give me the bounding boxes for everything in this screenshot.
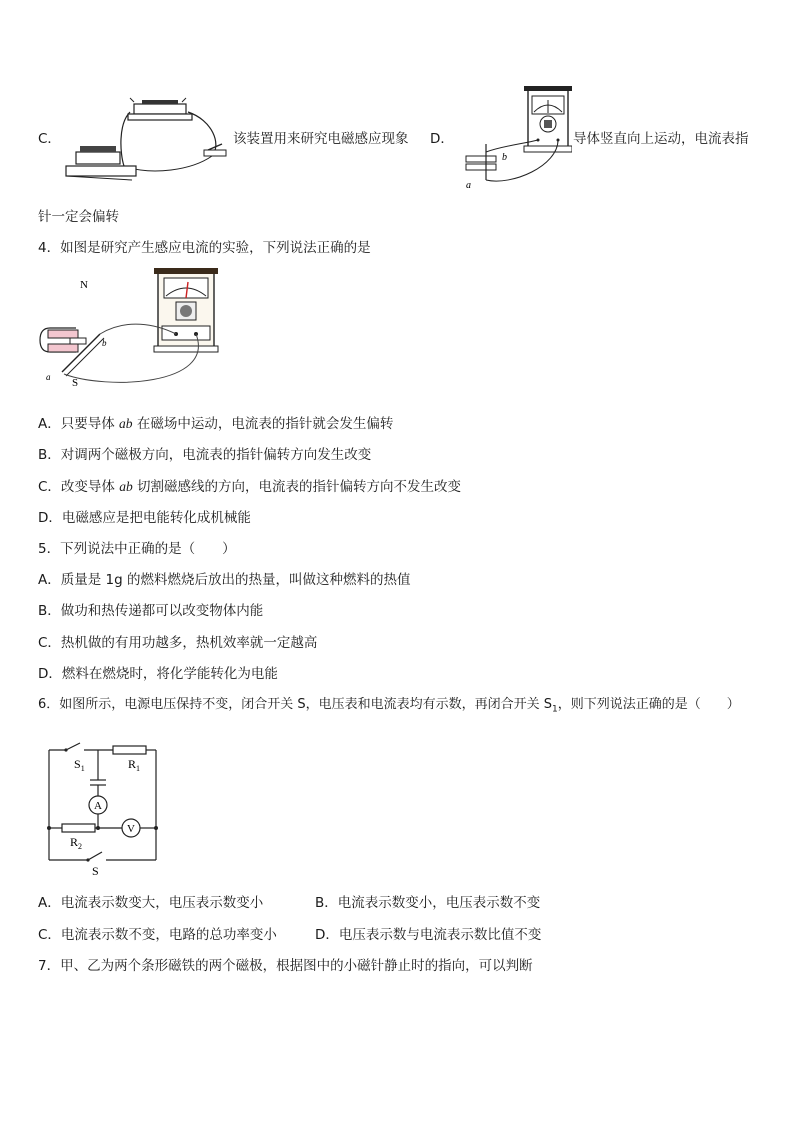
q6-option-c: C．电流表示数不变，电路的总功率变小 — [38, 927, 277, 943]
q6-s-label: S — [92, 864, 99, 878]
q4-fig-b-label: b — [102, 338, 107, 348]
q6-option-d: D．电压表示数与电流表示数比值不变 — [315, 927, 542, 943]
q3-option-d-figure — [462, 86, 572, 194]
q7-stem: 7．甲、乙为两个条形磁铁的两个磁极，根据图中的小磁针静止时的指向，可以判断 — [38, 958, 533, 974]
q4-fig-a-label: a — [46, 372, 51, 382]
q4-option-c: C．改变导体 ab 切割磁感线的方向，电流表的指针偏转方向不发生改变 — [38, 479, 462, 495]
q5-stem: 5．下列说法中正确的是（ ） — [38, 541, 236, 557]
q5-option-b: B．做功和热传递都可以改变物体内能 — [38, 603, 264, 619]
q4-option-b: B．对调两个磁极方向，电流表的指针偏转方向发生改变 — [38, 447, 372, 463]
q6-ammeter-label: A — [94, 800, 102, 812]
q4-fig-n-label: N — [80, 279, 88, 291]
q4-fig-s-label: S — [72, 377, 79, 389]
q3-option-d-continuation: 针一定会偏转 — [38, 209, 119, 225]
q3-option-d-label: D． — [430, 131, 454, 147]
q4-figure — [36, 268, 222, 394]
q3-option-c-figure — [62, 94, 232, 186]
q5-option-d: D．燃料在燃烧时，将化学能转化为电能 — [38, 666, 278, 682]
q6-r2-label: $R_2$ — [70, 835, 83, 851]
q6-r1-label: $R_1$ — [128, 757, 141, 773]
q3-option-c-text: 该装置用来研究电磁感应现象 — [233, 131, 409, 147]
q3-option-d-text: 导体竖直向上运动，电流表指 — [573, 131, 749, 147]
q6-option-a: A．电流表示数变大，电压表示数变小 — [38, 895, 264, 911]
q5-option-c: C．热机做的有用功越多，热机效率就一定越高 — [38, 635, 318, 651]
q5-option-a: A．质量是 1g 的燃料燃烧后放出的热量，叫做这种燃料的热值 — [38, 572, 411, 588]
q6-option-b: B．电流表示数变小，电压表示数不变 — [315, 895, 541, 911]
q3-option-c-label: C． — [38, 131, 61, 147]
q4-option-d: D．电磁感应是把电能转化成机械能 — [38, 510, 251, 526]
q4-option-a: A．只要导体 ab 在磁场中运动，电流表的指针就会发生偏转 — [38, 416, 394, 432]
q4-stem: 4．如图是研究产生感应电流的实验，下列说法正确的是 — [38, 240, 371, 256]
q6-circuit-diagram — [40, 740, 166, 880]
q6-s1-label: $S_1$ — [74, 757, 85, 773]
q3-fig-b-label: b — [502, 152, 507, 163]
q3-fig-a-label: a — [466, 180, 471, 191]
q6-stem: 6．如图所示，电源电压保持不变，闭合开关 S，电压表和电流表均有示数，再闭合开关 $S_1$，则下列说法正确的是（ ） — [38, 697, 740, 715]
q6-voltmeter-label: V — [127, 823, 135, 835]
